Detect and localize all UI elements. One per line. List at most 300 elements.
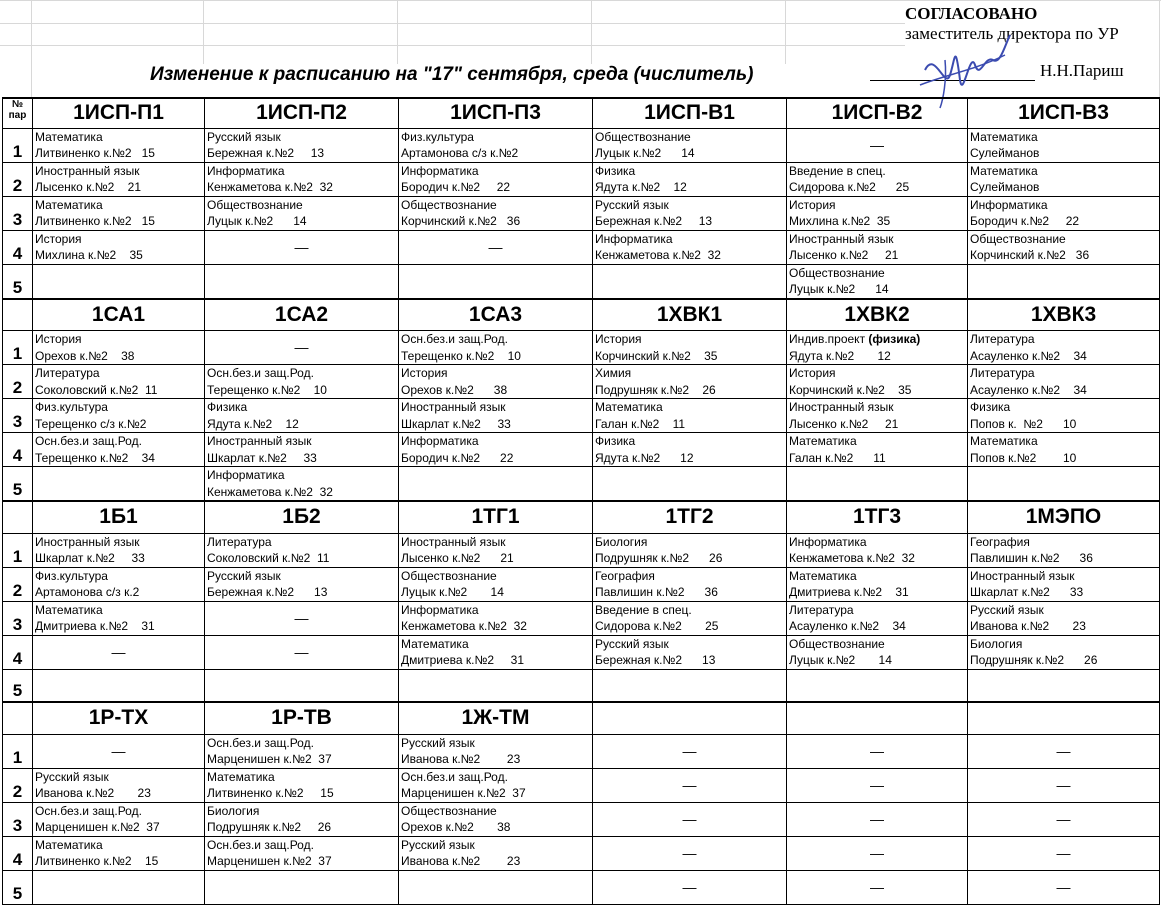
pair-number [3, 533, 33, 567]
group-name [787, 702, 968, 734]
teacher-room: Марценишен к.№2 37 [401, 786, 526, 800]
lesson-cell [787, 365, 968, 399]
subject: Русский язык [595, 636, 669, 651]
lesson-cell [205, 128, 399, 162]
schedule-table [2, 97, 1160, 905]
no-lesson-dash: — [870, 742, 884, 759]
lesson-cell [968, 669, 1160, 702]
teacher-room: Марценишен к.№2 37 [35, 820, 160, 834]
group-name: 1Ж-ТМ [399, 702, 593, 734]
lesson-cell [593, 365, 787, 399]
subject: Физика [207, 400, 248, 414]
teacher-room: Подрушняк к.№2 26 [970, 653, 1098, 667]
pair-number-symbol: № [11, 99, 24, 110]
group-name: 1СА3 [399, 299, 593, 331]
lesson-cell [399, 567, 593, 601]
lesson-cell [205, 533, 399, 567]
subject: Иностранный язык [789, 231, 894, 246]
subject: Физ.культура [35, 568, 108, 583]
teacher-room: Сулейманов [970, 180, 1040, 194]
pair-row [3, 162, 1160, 196]
teacher-room: Бородич к.№2 22 [401, 180, 511, 194]
pair-number [3, 601, 33, 635]
subject: Информатика [207, 468, 285, 482]
lesson-cell [968, 567, 1160, 601]
subject: Обществознание [401, 568, 497, 583]
group-header-row [3, 702, 1160, 734]
lesson-cell [968, 734, 1160, 768]
teacher-room: Бережная к.№2 13 [207, 146, 325, 160]
no-lesson-dash: — [682, 844, 697, 861]
lesson-cell [593, 802, 787, 836]
group-name: 1Р-ТХ [33, 702, 205, 734]
lesson-cell [399, 467, 593, 502]
teacher-room: Асауленко к.№2 34 [970, 348, 1087, 363]
no-lesson-dash: — [870, 776, 884, 793]
lesson-cell [399, 399, 593, 433]
lesson-cell [787, 601, 968, 635]
lesson-cell [968, 230, 1160, 264]
lesson-cell [205, 836, 399, 870]
teacher-room: Асауленко к.№2 34 [789, 619, 906, 633]
pair-number-value: 1 [12, 546, 23, 566]
teacher-room: Асауленко к.№2 34 [970, 382, 1087, 397]
pair-number [3, 802, 33, 836]
subject: Математика [970, 163, 1038, 178]
group-name [593, 702, 787, 734]
pair-number [3, 635, 33, 669]
lesson-cell [968, 128, 1160, 162]
subject: История [401, 366, 448, 380]
lesson-cell [968, 433, 1160, 467]
lesson-cell [399, 802, 593, 836]
lesson-cell [593, 433, 787, 467]
lesson-cell [399, 264, 593, 299]
teacher-room: Попов к.№2 10 [970, 450, 1077, 465]
pair-number [3, 467, 33, 502]
teacher-room: Сулейманов [970, 146, 1040, 160]
lesson-cell [205, 669, 399, 702]
lesson-cell [33, 870, 205, 904]
teacher-room: Подрушняк к.№2 26 [207, 820, 332, 834]
teacher-room: Шкарлат к.№2 33 [35, 551, 145, 565]
pair-number-value: 4 [12, 243, 23, 263]
lesson-cell [787, 669, 968, 702]
lesson-cell [33, 533, 205, 567]
lesson-cell [205, 870, 399, 904]
group-name: 1ТГ2 [593, 501, 787, 533]
teacher-room: Кенжаметова к.№2 32 [207, 180, 333, 194]
subject: Математика [35, 129, 103, 144]
lesson-cell [33, 635, 205, 669]
pair-number-value: 1 [12, 344, 23, 363]
teacher-room: Дмитриева к.№2 31 [401, 653, 525, 667]
pair-number [3, 264, 33, 299]
group-name: 1ИСП-В2 [787, 98, 968, 128]
lesson-cell [593, 669, 787, 702]
pair-number-value: 3 [12, 209, 23, 229]
pair-row [3, 365, 1160, 399]
subject: Информатика [789, 534, 867, 549]
subject: Иностранный язык [401, 400, 506, 414]
lesson-cell [593, 533, 787, 567]
no-lesson-dash: — [1056, 878, 1071, 895]
pair-row [3, 768, 1160, 802]
pair-row [3, 635, 1160, 669]
lesson-cell [33, 128, 205, 162]
subject: Физика [595, 434, 636, 448]
lesson-cell [205, 196, 399, 230]
teacher-room: Литвиненко к.№2 15 [35, 146, 155, 160]
subject: Обществознание [401, 197, 497, 212]
pair-number [3, 399, 33, 433]
lesson-cell [968, 836, 1160, 870]
subject: Математика [789, 568, 857, 583]
approval-role: заместитель директора по УР [905, 24, 1119, 43]
lesson-cell [33, 467, 205, 502]
lesson-cell [205, 162, 399, 196]
approval-name: Н.Н.Париш [1040, 61, 1124, 80]
subject: Биология [970, 636, 1023, 651]
pair-number-value: 1 [12, 747, 23, 767]
lesson-cell [205, 467, 399, 502]
subject: Математика [35, 602, 103, 617]
lesson-cell [787, 467, 968, 502]
lesson-cell [593, 264, 787, 299]
lesson-cell [205, 399, 399, 433]
subject: Иностранный язык [789, 400, 894, 414]
subject: Русский язык [207, 568, 281, 583]
group-name: 1ТГ3 [787, 501, 968, 533]
teacher-room: Литвиненко к.№2 15 [35, 214, 155, 228]
pair-number [3, 567, 33, 601]
teacher-room: Кенжаметова к.№2 32 [401, 619, 527, 633]
pair-number [3, 836, 33, 870]
lesson-cell [399, 734, 593, 768]
subject: Индив.проект (физика) [789, 332, 921, 346]
header-spacer [3, 702, 33, 734]
group-header-row [3, 299, 1160, 331]
teacher-room: Бережная к.№2 13 [207, 585, 328, 599]
lesson-cell [593, 734, 787, 768]
group-name: 1МЭПО [968, 501, 1160, 533]
teacher-room: Шкарлат к.№2 33 [207, 450, 317, 465]
teacher-room: Лысенко к.№2 21 [401, 551, 514, 565]
pair-number [3, 669, 33, 702]
subject: Физика [595, 163, 636, 178]
lesson-cell [593, 128, 787, 162]
subject: История [35, 231, 82, 246]
no-lesson-dash: — [111, 643, 126, 660]
teacher-room: Иванова к.№2 23 [35, 786, 151, 800]
lesson-cell [593, 601, 787, 635]
lesson-cell [33, 734, 205, 768]
group-name [968, 702, 1160, 734]
no-lesson-dash: — [1056, 810, 1071, 827]
pair-row [3, 567, 1160, 601]
lesson-cell [787, 196, 968, 230]
document-title: Изменение к расписанию на "17" сентября, среда (числитель) [150, 64, 754, 85]
subject: Информатика [401, 434, 479, 448]
lesson-cell [399, 162, 593, 196]
pair-number-value: 3 [12, 815, 23, 835]
lesson-cell [399, 365, 593, 399]
subject: История [35, 332, 82, 346]
no-lesson-dash: — [294, 339, 309, 355]
pair-number-label: пар [8, 110, 27, 121]
no-lesson-dash: — [682, 742, 697, 759]
lesson-cell [787, 331, 968, 365]
lesson-cell [787, 734, 968, 768]
lesson-cell [968, 601, 1160, 635]
no-lesson-dash: — [1056, 844, 1071, 861]
subject: Русский язык [401, 735, 475, 750]
teacher-room: Орехов к.№2 38 [401, 382, 508, 397]
lesson-cell [33, 264, 205, 299]
teacher-room: Кенжаметова к.№2 32 [789, 551, 915, 565]
lesson-cell [968, 399, 1160, 433]
lesson-cell [968, 768, 1160, 802]
subject: Информатика [207, 163, 285, 178]
subject: Иностранный язык [35, 163, 140, 178]
teacher-room: Ядута к.№2 12 [207, 416, 299, 431]
teacher-room: Луцык к.№2 14 [401, 585, 504, 599]
group-name: 1ИСП-П3 [399, 98, 593, 128]
lesson-cell [33, 230, 205, 264]
teacher-room: Орехов к.№2 38 [401, 820, 511, 834]
teacher-room: Терещенко с/з к.№2 [35, 416, 147, 431]
lesson-cell [205, 802, 399, 836]
pair-row [3, 128, 1160, 162]
subject: Информатика [970, 197, 1048, 212]
lesson-cell [593, 331, 787, 365]
group-name: 1СА1 [33, 299, 205, 331]
subject: Литература [207, 534, 272, 549]
lesson-cell [33, 365, 205, 399]
lesson-cell [787, 162, 968, 196]
group-header-row [3, 501, 1160, 533]
teacher-room: Ядута к.№2 12 [789, 348, 891, 363]
approval-title: СОГЛАСОВАНО [905, 4, 1038, 23]
pair-row [3, 836, 1160, 870]
teacher-room: Корчинский к.№2 35 [595, 348, 718, 363]
teacher-room: Бережная к.№2 13 [595, 653, 716, 667]
subject: Математика [35, 837, 103, 852]
no-lesson-dash: — [111, 742, 126, 759]
lesson-cell [968, 533, 1160, 567]
lesson-cell [399, 635, 593, 669]
teacher-room: Соколовский к.№2 11 [207, 551, 330, 565]
lesson-cell [787, 635, 968, 669]
group-name: 1ХВК2 [787, 299, 968, 331]
teacher-room: Корчинский к.№2 35 [789, 382, 912, 397]
subject: Русский язык [595, 197, 669, 212]
subject: Физ.культура [35, 400, 108, 414]
lesson-cell [593, 870, 787, 904]
subject: Обществознание [789, 265, 885, 280]
teacher-room: Марценишен к.№2 37 [207, 854, 332, 868]
lesson-cell [593, 399, 787, 433]
lesson-cell [399, 669, 593, 702]
subject-bold-part: (физика) [868, 332, 921, 346]
lesson-cell [787, 870, 968, 904]
group-name: 1Р-ТВ [205, 702, 399, 734]
group-name: 1ИСП-П2 [205, 98, 399, 128]
teacher-room: Терещенко к.№2 10 [401, 348, 521, 363]
lesson-cell [787, 802, 968, 836]
lesson-cell [399, 836, 593, 870]
lesson-cell [33, 196, 205, 230]
subject: Информатика [401, 602, 479, 617]
teacher-room: Артамонова с/з к.№2 [401, 146, 519, 160]
subject: Русский язык [207, 129, 281, 144]
subject: Математика [970, 434, 1038, 448]
teacher-room: Корчинский к.№2 36 [970, 248, 1090, 262]
lesson-cell [787, 230, 968, 264]
lesson-cell [593, 162, 787, 196]
teacher-room: Луцык к.№2 14 [207, 214, 307, 228]
teacher-room: Литвиненко к.№2 15 [207, 786, 334, 800]
pair-number-value: 4 [12, 446, 23, 465]
no-lesson-dash: — [682, 878, 697, 895]
teacher-room: Подрушняк к.№2 26 [595, 551, 723, 565]
teacher-room: Шкарлат к.№2 33 [970, 585, 1084, 599]
lesson-cell [787, 264, 968, 299]
teacher-room: Подрушняк к.№2 26 [595, 382, 716, 397]
subject: Иностранный язык [401, 534, 506, 549]
header-spacer [3, 501, 33, 533]
pair-number [3, 768, 33, 802]
lesson-cell [593, 567, 787, 601]
lesson-cell [33, 567, 205, 601]
pair-row [3, 601, 1160, 635]
teacher-room: Орехов к.№2 38 [35, 348, 135, 363]
pair-row [3, 669, 1160, 702]
teacher-room: Луцык к.№2 14 [789, 653, 892, 667]
lesson-cell [205, 601, 399, 635]
subject: История [789, 197, 836, 212]
no-lesson-dash: — [870, 810, 884, 827]
teacher-room: Дмитриева к.№2 31 [35, 619, 155, 633]
lesson-cell [787, 128, 968, 162]
lesson-cell [399, 230, 593, 264]
lesson-cell [593, 467, 787, 502]
teacher-room: Михлина к.№2 35 [789, 214, 891, 228]
subject: Осн.без.и защ.Род. [207, 366, 314, 380]
subject: Литература [789, 602, 854, 617]
pair-number-value: 5 [12, 883, 23, 903]
lesson-cell [205, 433, 399, 467]
subject: Информатика [595, 231, 673, 246]
lesson-cell [968, 870, 1160, 904]
pair-number-value: 5 [12, 277, 23, 297]
subject: Физика [970, 400, 1011, 414]
subject: География [970, 534, 1030, 549]
teacher-room: Кенжаметова к.№2 32 [595, 248, 721, 262]
group-name: 1ИСП-В1 [593, 98, 787, 128]
no-lesson-dash: — [870, 878, 884, 895]
pair-number [3, 433, 33, 467]
lesson-cell [205, 734, 399, 768]
pair-number-header [3, 98, 33, 128]
teacher-room: Марценишен к.№2 37 [207, 752, 332, 766]
lesson-cell [968, 802, 1160, 836]
no-lesson-dash: — [682, 810, 697, 827]
group-name: 1ИСП-В3 [968, 98, 1160, 128]
pair-row [3, 533, 1160, 567]
subject: Введение в спец. [595, 602, 692, 617]
teacher-room: Галан к.№2 11 [595, 416, 686, 431]
lesson-cell [787, 533, 968, 567]
teacher-room: Ядута к.№2 12 [595, 180, 687, 194]
teacher-room: Лысенко к.№2 21 [789, 416, 899, 431]
pair-row [3, 433, 1160, 467]
subject: Русский язык [35, 769, 109, 784]
lesson-cell [593, 635, 787, 669]
pair-number-value: 4 [12, 648, 23, 668]
group-header-row [3, 98, 1160, 128]
subject: Математика [970, 129, 1038, 144]
lesson-cell [968, 365, 1160, 399]
lesson-cell [33, 162, 205, 196]
teacher-room: Лысенко к.№2 21 [789, 248, 899, 262]
pair-row [3, 331, 1160, 365]
subject: Иностранный язык [207, 434, 312, 448]
subject: Математика [35, 197, 103, 212]
no-lesson-dash: — [870, 844, 884, 861]
lesson-cell [33, 399, 205, 433]
lesson-cell [205, 331, 399, 365]
pair-number-value: 3 [12, 412, 23, 431]
lesson-cell [593, 230, 787, 264]
lesson-cell [33, 331, 205, 365]
no-lesson-dash: — [682, 776, 697, 793]
subject: Русский язык [401, 837, 475, 852]
pair-row [3, 802, 1160, 836]
lesson-cell [968, 162, 1160, 196]
group-name: 1Б1 [33, 501, 205, 533]
lesson-cell [205, 264, 399, 299]
subject: Иностранный язык [970, 568, 1075, 583]
subject: Обществознание [207, 197, 303, 212]
lesson-cell [205, 635, 399, 669]
pair-row [3, 264, 1160, 299]
subject: Осн.без.и защ.Род. [401, 332, 508, 346]
teacher-room: Галан к.№2 11 [789, 450, 886, 465]
teacher-room: Павлишин к.№2 36 [970, 551, 1093, 565]
lesson-cell [399, 196, 593, 230]
group-name: 1ХВК1 [593, 299, 787, 331]
subject: Литература [35, 366, 100, 380]
lesson-cell [33, 768, 205, 802]
lesson-cell [399, 601, 593, 635]
teacher-room: Артамонова с/з к.2 [35, 585, 140, 599]
subject: География [595, 568, 655, 583]
subject: Осн.без.и защ.Род. [35, 803, 142, 818]
pair-number-value: 3 [12, 614, 23, 634]
no-lesson-dash: — [870, 136, 884, 153]
teacher-room: Михлина к.№2 35 [35, 248, 143, 262]
pair-number-value: 2 [12, 175, 23, 195]
subject: Введение в спец. [789, 163, 886, 178]
teacher-room: Иванова к.№2 23 [970, 619, 1086, 633]
subject: Обществознание [401, 803, 497, 818]
lesson-cell [593, 768, 787, 802]
lesson-cell [968, 467, 1160, 502]
subject: Осн.без.и защ.Род. [207, 735, 314, 750]
lesson-cell [33, 669, 205, 702]
pair-number-value: 5 [12, 480, 23, 499]
